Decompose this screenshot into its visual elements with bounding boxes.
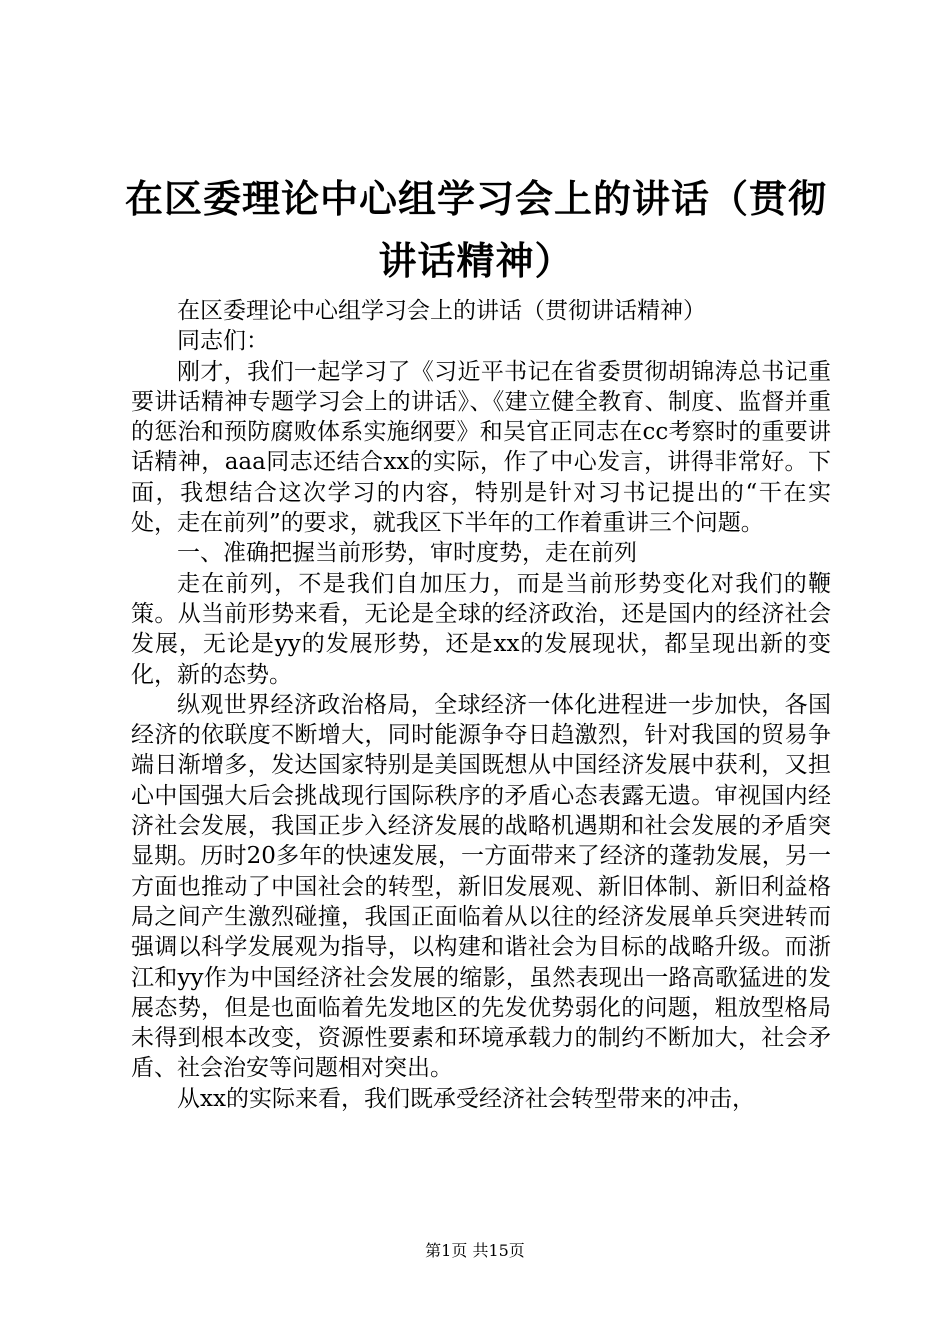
- document-body: [131, 296, 831, 1114]
- paragraph-salutation: 同志们：: [177, 328, 269, 355]
- page-number-footer: 第1页 共15页: [425, 1241, 525, 1260]
- paragraph: 刚才，我们一起学习了《习近平书记在省委贯彻胡锦涛总书记重要讲话精神专题学习会上的讲话》、《建立健全教育、制度、监督并重的惩治和预防腐败体系实施纲要》和吴官正同志在cc考察时的重要讲话精神，aaa同志还结合xx的实际，作了中心发言，讲得非常好。下面，我想结合这次学习的内容，特别是针对习书记提出的“干在实处，走在前列”的要求，就我区下半年的工作着重讲三个问题。: [131, 358, 831, 537]
- paragraph: 从xx的实际来看，我们既承受经济社会转型带来的冲击，: [177, 1085, 755, 1112]
- paragraph: 走在前列，不是我们自加压力，而是当前形势变化对我们的鞭策。从当前形势来看，无论是全球的经济政治，还是国内的经济社会发展，无论是yy的发展形势，还是xx的发展现状，都呈现出新的变化，新的态势。: [131, 570, 831, 688]
- paragraph-subtitle: 在区委理论中心组学习会上的讲话（贯彻讲话精神）: [177, 298, 706, 324]
- paragraph: 纵观世界经济政治格局，全球经济一体化进程进一步加快，各国经济的依联度不断增大，同时能源争夺日趋激烈，针对我国的贸易争端日渐增多，发达国家特别是美国既想从中国经济发展中获利，又担心中国强大后会挑战现行国际秩序的矛盾心态表露无遗。审视国内经济社会发展，我国正步入经济发展的战略机遇期和社会发展的矛盾突显期。历时20多年的快速发展，一方面带来了经济的蓬勃发展，另一方面也推动了中国社会的转型，新旧发展观、新旧体制、新旧利益格局之间产生激烈碰撞，我国正面临着从以往的经济发展单兵突进转而强调以科学发展观为指导，以构建和谐社会为目标的战略升级。而浙江和yy作为中国经济社会发展的缩影，虽然表现出一路高歌猛进的发展态势，但是也面临着先发地区的先发优势弱化的问题，粗放型格局未得到根本改变，资源性要素和环境承载力的制约不断加大，社会矛盾、社会治安等问题相对突出。: [131, 691, 831, 1082]
- section-heading: 一、准确把握当前形势，审时度势，走在前列: [177, 540, 637, 567]
- document-title: 在区委理论中心组学习会上的讲话（贯彻讲话精神）: [124, 177, 827, 283]
